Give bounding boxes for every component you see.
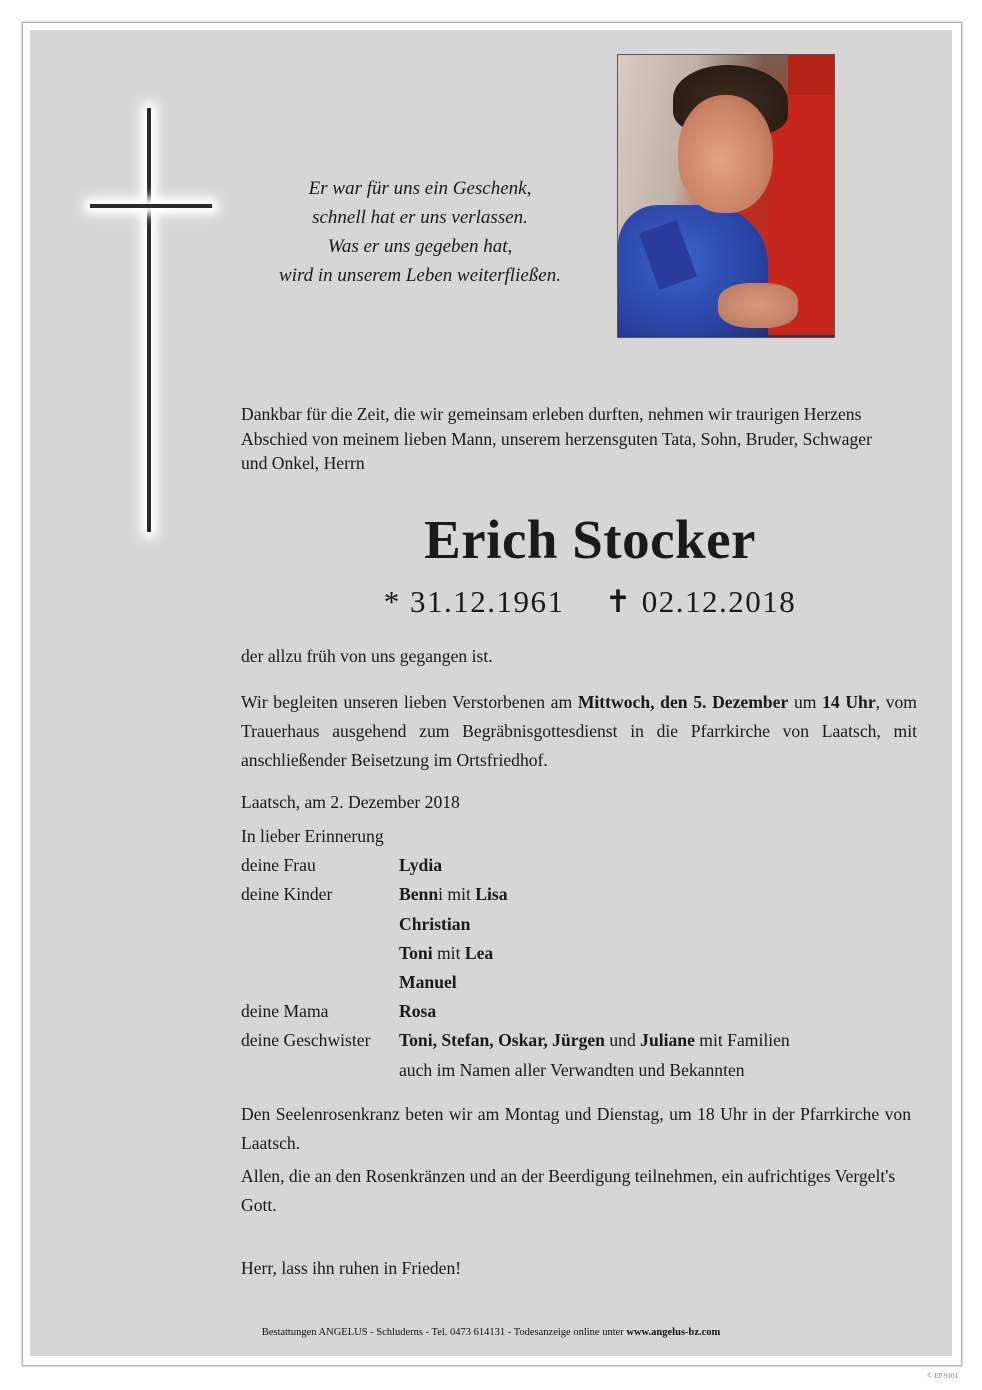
death-date: 02.12.2018: [641, 584, 797, 619]
cross-icon: [90, 108, 230, 558]
thanks-text: Allen, die an den Rosenkränzen und an der Beerdigung teilnehmen, ein aufrichtiges Vergelt's Gott.: [241, 1166, 896, 1215]
print-code: © EP 9101: [927, 1372, 958, 1380]
mourner-row: [241, 910, 901, 939]
remembrance: In lieber Erinnerung: [241, 826, 384, 846]
mourner-relation: deine Geschwister: [241, 1030, 371, 1051]
mourner-names: Rosa: [399, 1001, 437, 1022]
mourner-relation: [241, 968, 399, 997]
poem-line: Was er uns gegeben hat,: [327, 236, 513, 257]
mourner-names: Toni, Stefan, Oskar, Jürgen und Juliane mit Familien: [399, 1030, 790, 1051]
poem-line: Er war für uns ein Geschenk,: [308, 178, 532, 199]
footer-link[interactable]: www.angelus-bz.com: [626, 1327, 721, 1338]
funeral-text-part: , vom Trauerhaus ausgehend zum Begräbnisgottesdienst in die Pfarrkirche von Laatsch, mit anschließender Beisetzung im Ortsfriedhof.: [241, 692, 917, 770]
birth-symbol: *: [383, 584, 401, 619]
mourner-relation: deine Kinder: [241, 884, 333, 905]
mourners-list: [241, 822, 901, 1085]
funeral-text-part: Wir begleiten unseren lieben Verstorbenen am: [241, 692, 578, 712]
subline: der allzu früh von uns gegangen ist.: [241, 646, 493, 666]
mourner-row: [241, 1056, 901, 1085]
mourner-row: [241, 851, 901, 880]
mourner-row: [241, 880, 901, 909]
mourner-relation: [241, 939, 399, 968]
mourner-row: [241, 939, 901, 968]
closing-text: Herr, lass ihn ruhen in Frieden!: [241, 1258, 462, 1278]
mourner-names: Manuel: [399, 971, 457, 992]
funeral-text-part: um: [788, 692, 823, 712]
mourner-row: [241, 997, 901, 1026]
death-cross-icon: ✝: [605, 584, 633, 619]
footer: [0, 1327, 982, 1338]
funeral-time: 14 Uhr: [822, 692, 876, 712]
mourner-names: auch im Namen aller Verwandten und Bekannten: [399, 1059, 745, 1080]
rosary-text: Den Seelenrosenkranz beten wir am Montag und Dienstag, um 18 Uhr in der Pfarrkirche von Laatsch.: [241, 1104, 911, 1153]
mourner-names: Lydia: [399, 855, 443, 876]
deceased-name: Erich Stocker: [424, 509, 756, 570]
portrait-photo: [617, 54, 835, 338]
poem: [250, 174, 590, 290]
funeral-day: Mittwoch, den 5. Dezember: [577, 692, 789, 712]
mourner-names: Toni mit Lea: [399, 942, 494, 963]
intro-text: Dankbar für die Zeit, die wir gemeinsam erleben durften, nehmen wir traurigen Herzens Abschied von meinem lieben Mann, unserem herzensguten Tata, Sohn, Bruder, Schwager und Onkel, Herrn: [241, 404, 872, 473]
mourner-relation: [241, 910, 399, 939]
funeral-text: [241, 688, 917, 775]
mourner-row: [241, 1026, 901, 1055]
mourner-row: [241, 968, 901, 997]
footer-text: Bestattungen ANGELUS - Schluderns - Tel. 0473 614131 - Todesanzeige online unter: [261, 1327, 627, 1338]
life-dates: [241, 584, 939, 620]
place-date: Laatsch, am 2. Dezember 2018: [241, 792, 460, 812]
birth-date: 31.12.1961: [410, 584, 565, 619]
mourner-relation: deine Mama: [241, 1001, 329, 1022]
mourner-relation: [241, 1056, 399, 1085]
poem-line: wird in unserem Leben weiterfließen.: [279, 265, 561, 286]
mourner-names: Christian: [399, 913, 471, 934]
mourner-relation: deine Frau: [241, 855, 316, 876]
poem-line: schnell hat er uns verlassen.: [312, 207, 528, 228]
mourner-names: Benni mit Lisa: [399, 884, 508, 905]
